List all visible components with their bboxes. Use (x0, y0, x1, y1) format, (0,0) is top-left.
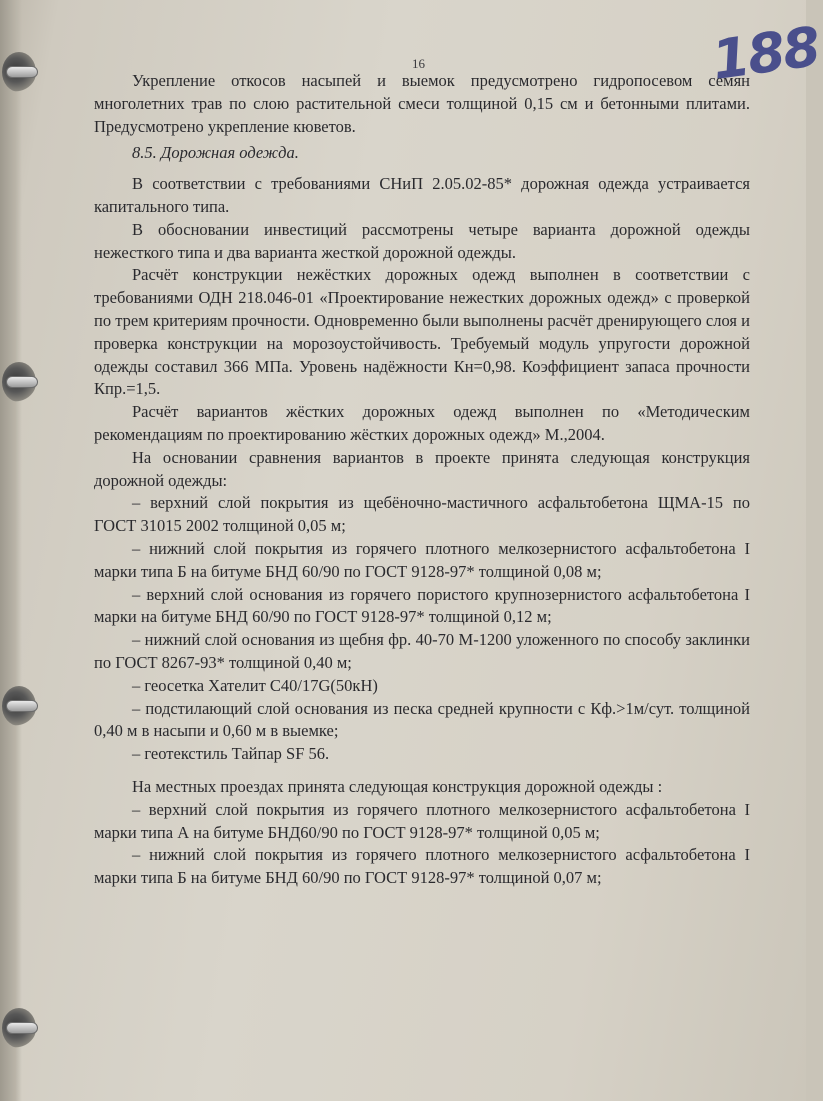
binding-ring-icon (6, 700, 38, 712)
handwritten-sheet-number: 188 (708, 14, 823, 93)
list-item: – верхний слой основания из горячего пористого крупнозернистого асфальтобетона I марки на битуме БНД 60/90 по ГОСТ 9128-97* толщиной 0,12 м; (94, 584, 750, 627)
paragraph: Расчёт вариантов жёстких дорожных одежд выполнен по «Методическим рекомендациям по проектированию жёстких дорожных одежд» М.,2004. (94, 402, 750, 444)
paragraph: В обосновании инвестиций рассмотрены четыре варианта дорожной одежды нежесткого типа и два варианта жесткой дорожной одежды. (94, 219, 750, 262)
list-item: – подстилающий слой основания из песка средней крупности с Кф.>1м/сут. толщиной 0,40 м в насыпи и 0,60 м в выемке; (94, 698, 750, 741)
paragraph: На местных проездах принята следующая конструкция дорожной одежды : (132, 776, 663, 796)
page-number: 16 (412, 56, 425, 71)
list-item: – нижний слой покрытия из горячего плотного мелкозернистого асфальтобетона I марки типа Б на битуме БНД 60/90 по ГОСТ 9128-97* толщиной 0,07 м; (94, 845, 750, 888)
binding-spine (0, 0, 22, 1101)
list-item: – верхний слой покрытия из щебёночно-мастичного асфальтобетона ЩМА-15 по ГОСТ 31015 2002 толщиной 0,05 м; (94, 493, 750, 536)
paragraph: Расчёт конструкции нежёстких дорожных одежд выполнен в соответствии с требованиями ОДН 218.046-01 «Проектирование нежестких дорожных одежд» с проверкой по трем критериям прочности. Одновременно были выполнены расчёт дренирующего слоя и проверка конструкции на морозоустойчивость. Требуемый модуль упругости дорожной одежды составил 366 МПа. Уровень надёжности Кн=0,98. Коэффициент запаса прочности Кпр.=1,5. (94, 265, 750, 399)
section-heading: 8.5. Дорожная одежда. (132, 143, 299, 163)
binding-ring-icon (6, 376, 38, 388)
body-text (94, 70, 750, 890)
binding-ring-icon (6, 66, 38, 78)
binding-ring-icon (6, 1022, 38, 1034)
list-item: – нижний слой покрытия из горячего плотного мелкозернистого асфальтобетона I марки типа Б на битуме БНД 60/90 по ГОСТ 9128-97* толщиной 0,08 м; (94, 538, 750, 581)
paragraph: В соответствии с требованиями СНиП 2.05.02-85* дорожная одежда устраивается капитального типа. (94, 174, 750, 216)
paragraph: На основании сравнения вариантов в проекте принята следующая конструкция дорожной одежды: (94, 447, 750, 490)
list-item: – геотекстиль Тайпар SF 56. (132, 744, 330, 764)
paragraph: Укрепление откосов насыпей и выемок предусмотрено гидропосевом семян многолетних трав по слою растительной смеси толщиной 0,15 см и бетонными плитами. Предусмотрено укрепление кюветов. (94, 71, 750, 136)
list-item: – геосетка Хателит С40/17G(50кН) (132, 675, 378, 695)
list-item: – верхний слой покрытия из горячего плотного мелкозернистого асфальтобетона I марки типа А на битуме БНД60/90 по ГОСТ 9128-97* толщиной 0,05 м; (94, 799, 750, 842)
list-item: – нижний слой основания из щебня фр. 40-70 М-1200 уложенного по способу заклинки по ГОСТ 8267-93* толщиной 0,40 м; (94, 630, 750, 672)
